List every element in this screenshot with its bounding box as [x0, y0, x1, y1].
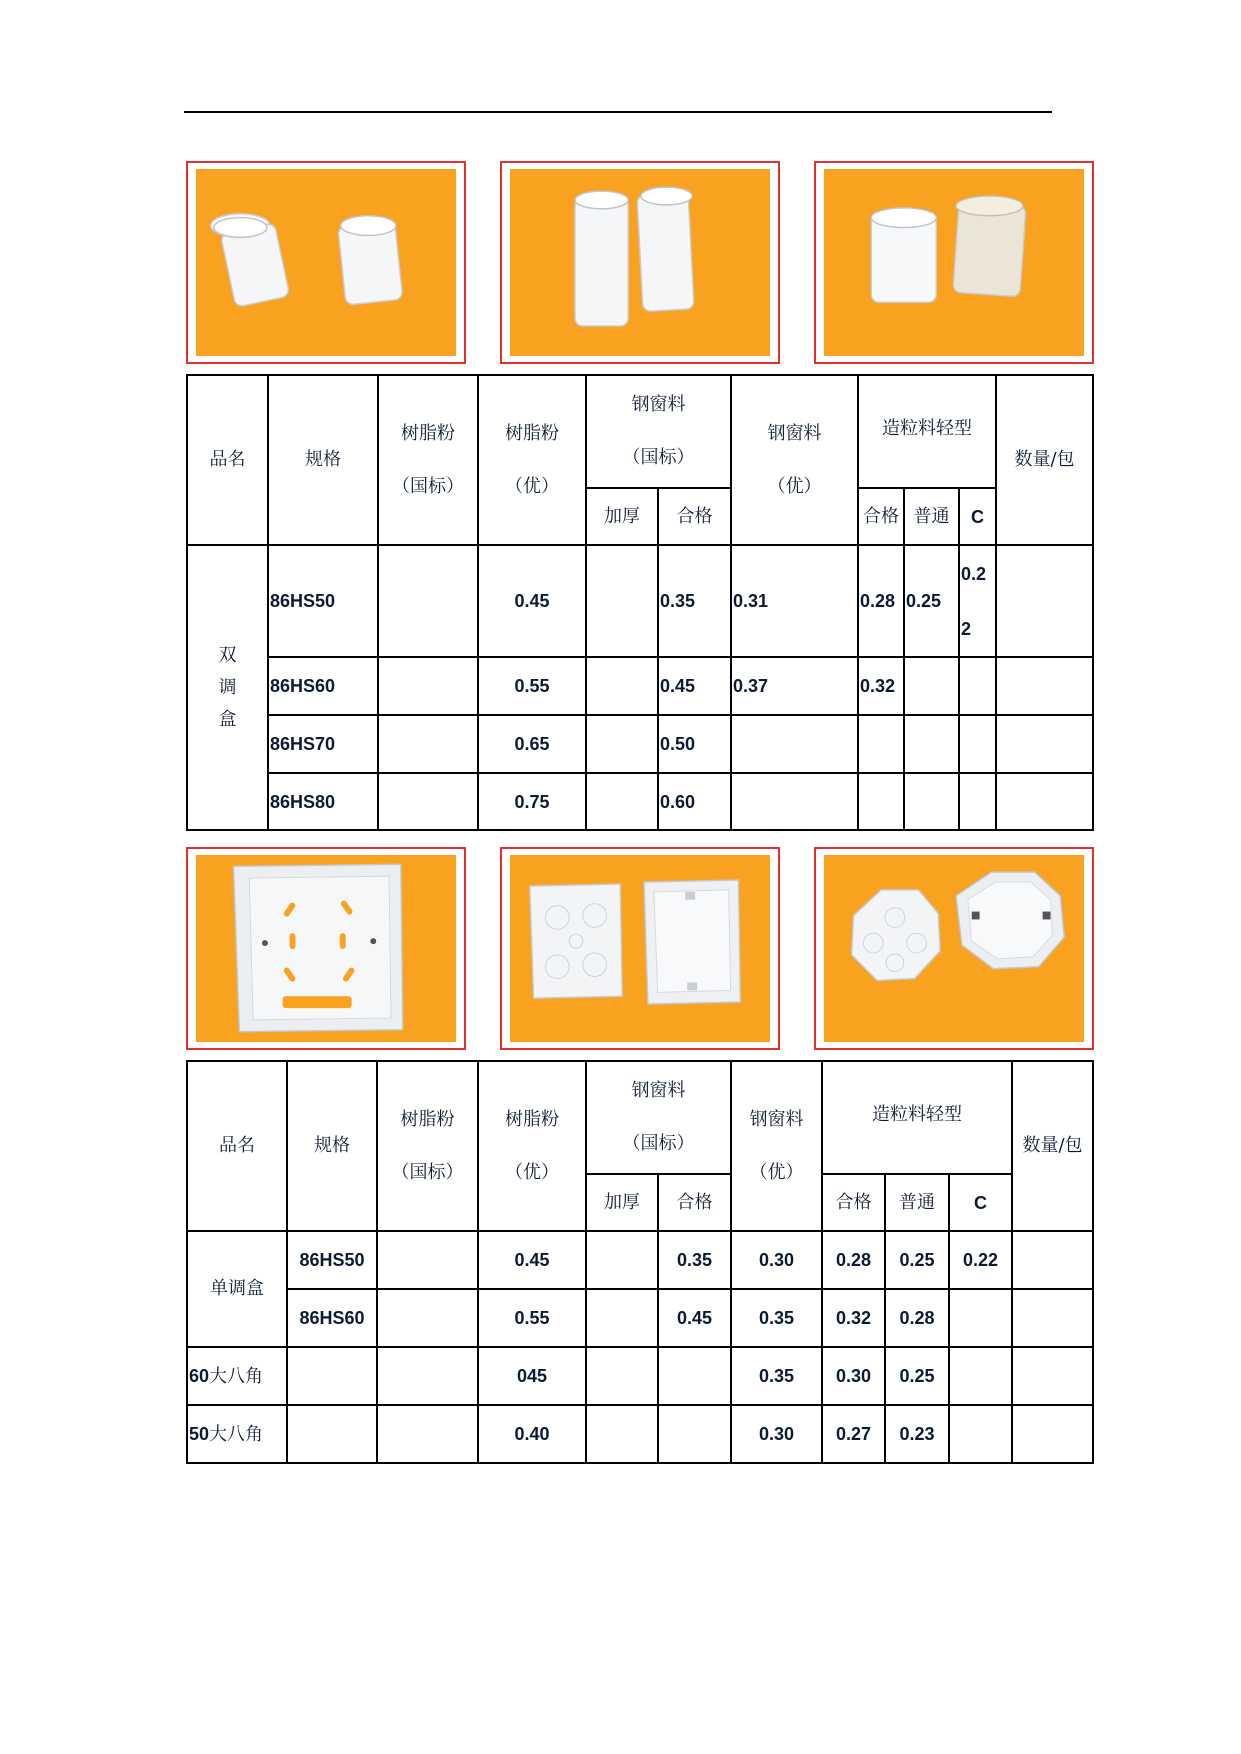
cell-granule-normal [904, 715, 959, 773]
cell-granule-c [959, 657, 996, 715]
cell-granule-qualified: 0.32 [822, 1289, 885, 1347]
header-quantity: 数量/包 [996, 375, 1093, 545]
header-product-name: 品名 [187, 1061, 287, 1231]
cell-granule-c [959, 715, 996, 773]
cell-resin-premium: 0.45 [478, 545, 586, 657]
price-table-double-box [186, 374, 1094, 831]
photo-cream-couplers [814, 161, 1094, 364]
header-qualified: 合格 [658, 1174, 731, 1231]
header-line: （国标） [392, 475, 464, 497]
coupler-image [824, 169, 1084, 356]
cell-resin-national [378, 657, 478, 715]
name-text: 大八角 [209, 1423, 264, 1445]
cell-steel-qualified: 0.35 [658, 1231, 731, 1289]
cell-granule-qualified: 0.30 [822, 1347, 885, 1405]
header-granule-normal: 普通 [885, 1174, 949, 1231]
cell-steel-thick [586, 715, 658, 773]
cell-quantity [1012, 1231, 1093, 1289]
header-line: 树脂粉 [505, 1108, 559, 1130]
header-line: 钢窗料 [631, 394, 686, 415]
cell-steel-premium: 0.35 [731, 1347, 822, 1405]
cell-spec: 86HS60 [287, 1289, 377, 1347]
name-number: 50 [189, 1423, 210, 1444]
cell-granule-c [959, 545, 996, 657]
header-quantity: 数量/包 [1012, 1061, 1093, 1231]
cell-granule-normal: 0.25 [885, 1347, 949, 1405]
cell-steel-qualified: 0.50 [658, 715, 731, 773]
cell-quantity [996, 715, 1093, 773]
row-group-name [187, 545, 268, 830]
cell-granule-c: 0.22 [949, 1231, 1012, 1289]
coupler-image [196, 169, 456, 356]
photo-switch-box [186, 847, 466, 1050]
cell-steel-thick [586, 1347, 658, 1405]
cell-steel-thick [586, 1289, 658, 1347]
header-granule-c: C [949, 1174, 1012, 1231]
header-steel-premium [731, 1061, 822, 1231]
box-image [196, 855, 456, 1042]
header-line: 钢窗料 [631, 1080, 686, 1101]
header-granule-c: C [959, 488, 996, 545]
cell-steel-thick [586, 545, 658, 657]
header-steel-national [586, 375, 731, 488]
cell-steel-thick [586, 773, 658, 830]
cell-quantity [1012, 1405, 1093, 1463]
cell-steel-thick [586, 657, 658, 715]
cell-steel-qualified: 0.45 [658, 1289, 731, 1347]
cell-steel-premium [731, 773, 858, 830]
cell-granule-c [949, 1289, 1012, 1347]
header-resin-national [377, 1061, 478, 1231]
name-text: 大八角 [209, 1365, 264, 1387]
header-line: 钢窗料 [767, 422, 822, 444]
header-granule-light: 造粒料轻型 [822, 1061, 1012, 1174]
cell-resin-national [378, 545, 478, 657]
header-thick: 加厚 [586, 1174, 658, 1231]
cell-steel-qualified: 0.60 [658, 773, 731, 830]
cell-granule-normal: 0.23 [885, 1405, 949, 1463]
cell-resin-national [377, 1289, 478, 1347]
cell-steel-premium: 0.30 [731, 1405, 822, 1463]
cell-spec: 86HS50 [287, 1231, 377, 1289]
coupler-image [510, 169, 770, 356]
header-spec: 规格 [287, 1061, 377, 1231]
cell-line: 0.2 [961, 563, 987, 584]
cell-granule-qualified: 0.28 [822, 1231, 885, 1289]
cell-granule-qualified: 0.28 [858, 545, 904, 657]
header-line: 树脂粉 [401, 422, 455, 444]
cell-steel-qualified: 0.35 [658, 545, 731, 657]
photo-tall-couplers [500, 161, 780, 364]
cell-granule-qualified: 0.27 [822, 1405, 885, 1463]
cell-resin-national [378, 715, 478, 773]
header-line: （优） [505, 1161, 559, 1183]
cell-steel-premium: 0.35 [731, 1289, 822, 1347]
header-line: （优） [749, 1161, 804, 1183]
cell-resin-premium: 0.65 [478, 715, 586, 773]
cell-steel-qualified [658, 1405, 731, 1463]
cell-steel-premium: 0.31 [731, 545, 858, 657]
cell-resin-premium: 0.55 [478, 1289, 586, 1347]
cell-steel-qualified [658, 1347, 731, 1405]
header-line: （优） [505, 475, 559, 497]
header-granule-qualified: 合格 [858, 488, 904, 545]
cell-quantity [996, 773, 1093, 830]
cell-spec [287, 1347, 377, 1405]
cell-spec: 86HS80 [268, 773, 378, 830]
header-granule-light: 造粒料轻型 [858, 375, 996, 488]
cell-resin-national [377, 1405, 478, 1463]
cell-resin-premium: 0.75 [478, 773, 586, 830]
header-granule-normal: 普通 [904, 488, 959, 545]
cell-granule-qualified [858, 715, 904, 773]
header-line: （国标） [391, 1161, 464, 1183]
cell-product-name [187, 1405, 287, 1463]
cell-steel-thick [586, 1231, 658, 1289]
cell-spec [287, 1405, 377, 1463]
header-steel-premium [731, 375, 858, 545]
cell-resin-national [378, 773, 478, 830]
cell-steel-premium: 0.30 [731, 1231, 822, 1289]
cell-steel-premium [731, 715, 858, 773]
cell-granule-c [959, 773, 996, 830]
cell-steel-thick [586, 1405, 658, 1463]
cell-quantity [996, 657, 1093, 715]
cell-steel-qualified: 0.45 [658, 657, 731, 715]
header-resin-national [378, 375, 478, 545]
group-char: 双 [218, 644, 237, 666]
cell-granule-normal: 0.25 [885, 1231, 949, 1289]
header-line: （国标） [622, 447, 695, 468]
name-number: 60 [189, 1365, 210, 1386]
cell-granule-normal: 0.28 [885, 1289, 949, 1347]
cell-granule-qualified: 0.32 [858, 657, 904, 715]
cell-line: 2 [961, 618, 972, 639]
photo-short-couplers [186, 161, 466, 364]
header-qualified: 合格 [658, 488, 731, 545]
cell-resin-premium: 0.45 [478, 1231, 586, 1289]
header-steel-national [586, 1061, 731, 1174]
cell-granule-qualified [858, 773, 904, 830]
header-line: 树脂粉 [400, 1108, 455, 1130]
header-line: （优） [767, 475, 822, 497]
header-line: （国标） [622, 1133, 695, 1154]
photo-octagon-box [814, 847, 1094, 1050]
cell-resin-national [377, 1347, 478, 1405]
cell-spec: 86HS50 [268, 545, 378, 657]
row-group-name: 单调盒 [187, 1231, 287, 1347]
cell-resin-premium: 0.40 [478, 1405, 586, 1463]
cell-granule-c [949, 1347, 1012, 1405]
cell-product-name [187, 1347, 287, 1405]
header-granule-qualified: 合格 [822, 1174, 885, 1231]
cell-spec: 86HS70 [268, 715, 378, 773]
cell-resin-national [377, 1231, 478, 1289]
cell-resin-premium: 0.55 [478, 657, 586, 715]
cell-granule-normal [904, 773, 959, 830]
cell-quantity [996, 545, 1093, 657]
cell-quantity [1012, 1347, 1093, 1405]
price-table-single-box [186, 1060, 1094, 1464]
header-thick: 加厚 [586, 488, 658, 545]
header-rule [184, 111, 1052, 113]
cell-granule-normal: 0.25 [904, 545, 959, 657]
header-spec: 规格 [268, 375, 378, 545]
header-product-name: 品名 [187, 375, 268, 545]
cell-steel-premium: 0.37 [731, 657, 858, 715]
header-resin-premium [478, 375, 586, 545]
group-char: 盒 [218, 708, 237, 730]
cell-granule-normal [904, 657, 959, 715]
group-char: 调 [218, 676, 237, 698]
cell-resin-premium: 045 [478, 1347, 586, 1405]
cell-quantity [1012, 1289, 1093, 1347]
header-line: 树脂粉 [505, 422, 559, 444]
header-resin-premium [478, 1061, 586, 1231]
cell-granule-c [949, 1405, 1012, 1463]
cell-spec: 86HS60 [268, 657, 378, 715]
header-line: 钢窗料 [749, 1108, 804, 1130]
photo-junction-boxes [500, 847, 780, 1050]
box-image [824, 855, 1084, 1042]
box-image [510, 855, 770, 1042]
